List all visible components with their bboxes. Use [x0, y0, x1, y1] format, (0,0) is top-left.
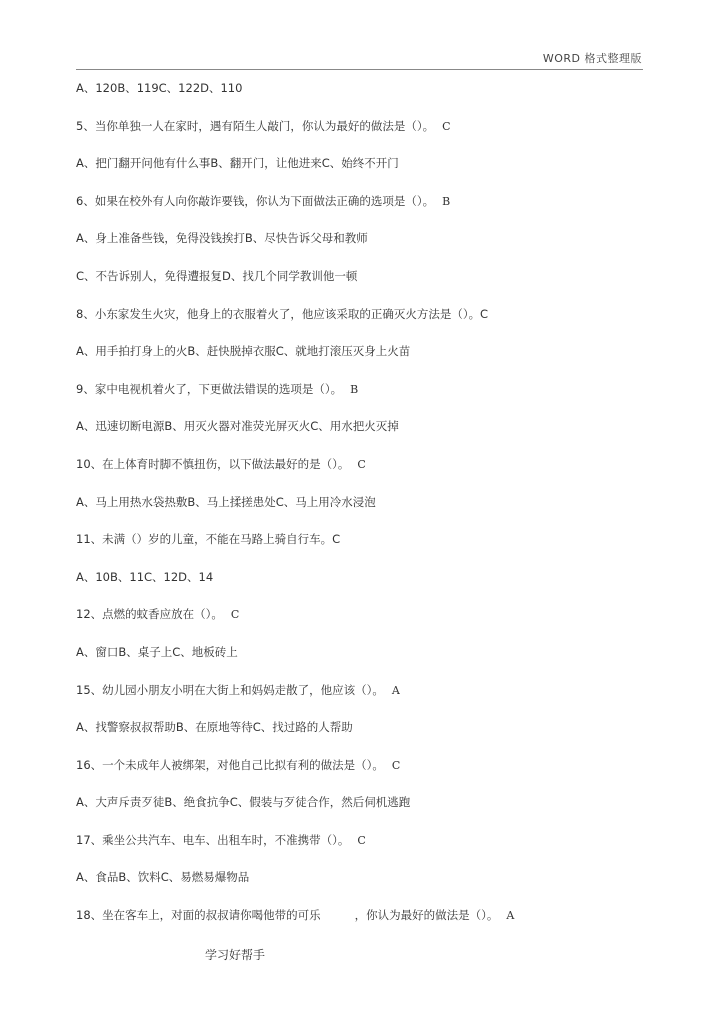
options-line: A、马上用热水袋热敷B、马上揉搓患处C、马上用冷水浸泡: [76, 494, 376, 509]
options-line: A、用手拍打身上的火B、赶快脱掉衣服C、就地打滚压灭身上火苗: [76, 344, 411, 359]
text-line: A、120B、119C、122D、110: [76, 81, 243, 95]
page-header: WORD 格式整理版: [542, 52, 642, 65]
options-line: A、食品B、饮料C、易燃易爆物品: [76, 870, 250, 885]
question-line: 11、未满（）岁的儿童，不能在马路上骑自行车。C: [76, 532, 341, 547]
question-line: 9、家中电视机着火了，下更做法错误的选项是（）。 B: [76, 381, 359, 396]
answer-key: C: [391, 758, 401, 772]
options-line: A、把门翻开问他有什么事B、翻开门，让他进来C、始终不开门: [76, 156, 399, 171]
answer-key: C: [357, 457, 366, 471]
question-line: 10、在上体育时脚不慎扭伤，以下做法最好的是（）。 C: [76, 456, 366, 471]
answer-key: C: [230, 608, 240, 622]
question-line: 8、小东家发生火灾，他身上的衣服着火了，他应该采取的正确灭火方法是（）。C: [76, 306, 489, 321]
question-line: 5、当你单独一人在家时，遇有陌生人敲门，你认为最好的做法是（）。 C: [76, 118, 451, 133]
header-divider: [76, 69, 643, 70]
options-line: A、迅速切断电源B、用灭火器对准荧光屏灭火C、用水把火灭掉: [76, 419, 399, 434]
options-line: C、不告诉别人，免得遭报复D、找几个同学教训他一顿: [76, 268, 358, 283]
options-line: A、找警察叔叔帮助B、在原地等待C、找过路的人帮助: [76, 720, 353, 735]
question-line: 17、乘坐公共汽车、电车、出租车时，不准携带（）。 C: [76, 832, 366, 847]
question-line: 12、点燃的蚊香应放在（）。 C: [76, 607, 240, 622]
options-line: A、身上准备些钱，免得没钱挨打B、尽快告诉父母和教师: [76, 231, 368, 246]
options-line: A、窗口B、桌子上C、地板砖上: [76, 644, 238, 659]
answer-key: C: [357, 833, 366, 847]
answer-key: B: [442, 194, 451, 208]
question-line: 16、一个未成年人被绑架，对他自己比拟有利的做法是（）。 C: [76, 757, 401, 772]
answer-key: B: [350, 382, 359, 396]
question-list: [76, 80, 646, 945]
options-line: A、10B、11C、12D、14: [76, 569, 214, 584]
question-line: 6、如果在校外有人向你敲诈要钱，你认为下面做法正确的选项是（）。 B: [76, 193, 451, 208]
page-footer: 学习好帮手: [205, 948, 266, 962]
options-line: A、大声斥责歹徒B、绝食抗争C、假装与歹徒合作，然后伺机逃跑: [76, 795, 411, 810]
answer-key: C: [442, 119, 451, 133]
answer-key: A: [391, 683, 400, 697]
answer-key: A: [506, 909, 515, 923]
question-line: 15、幼儿园小朋友小明在大街上和妈妈走散了，他应该（）。 A: [76, 682, 400, 697]
question-line: 18、坐在客车上，对面的叔叔请你喝他带的可乐 ，你认为最好的做法是（）。 A: [76, 908, 515, 923]
